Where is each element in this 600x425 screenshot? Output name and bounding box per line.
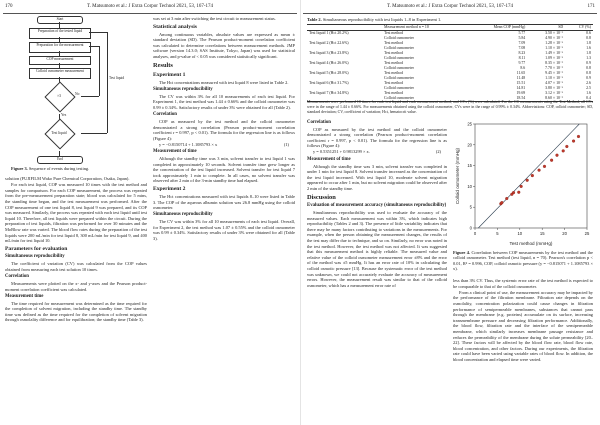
flow-loop-line (107, 32, 108, 133)
column-header: Measurement method n = 10 (382, 25, 466, 31)
flow-loop-line (81, 96, 99, 97)
right-column (153, 16, 295, 422)
subsection-heading: Correlation (153, 111, 177, 117)
data-point (556, 154, 559, 157)
flow-cop-measurement: COP measurement (29, 56, 91, 65)
table-cell: 1.49 × 10⁻¹ (545, 51, 564, 55)
data-point (512, 191, 515, 194)
paragraph: Simultaneous reproducibility was used to evaluate the accuracy of the measured values. Each measurement was within 3%, which indicates high reproducibility (Tables 2 and 3). The presence of little variability indicates that there may be many factors contributing to variations in the measurements. For example, when the person obtaining the measurement changes, the results of the test may differ due to technique, and so on. Similarly, no error was noted in the test method. However, the test method was not affected. It was suggested that this measurement method is highly reliable. The measured value and relative value of the colloid osmometer measurement error ±8% and the error of the method was ±5 mmHg. It has an error rate of 10% in calculating the colloid osmotic pressure [13]. Because the systematic error of the test method was unknown, we could not accurately evaluate the accuracy of measurement errors. However, the measurement result was similar to that of the colloid osmometer, which has a measurement error rate of (307, 210, 447, 288)
table-cell: Test liquid 6 (Hct 31.7%) (309, 81, 349, 85)
equation-text: y = −0.8150714 + 1.1085793 × x (159, 141, 218, 147)
paragraph: COP as measured by the test method and the colloid osmometer demonstrated a strong correlation (Pearson product-moment correlation coefficient r = 0.997, p < 0.01). The formula for the regression line is as follows (Figure 4): (153, 118, 295, 141)
y-tick-label: 20 (467, 142, 472, 148)
table-cell: Test method (384, 41, 404, 45)
table-cell: Test method (384, 61, 404, 65)
table-cell: 0.8 (586, 71, 591, 75)
flow-prep-tested: Preparation of the tested liquid (29, 28, 91, 39)
table-cell: Test method (384, 81, 404, 85)
table-cell: 3.50 × 10⁻² (545, 31, 564, 35)
caption-text: Sequence of events during testing. (28, 166, 90, 171)
table-cell: 0.6 (586, 31, 591, 35)
table-cell: 0.8 (586, 66, 591, 70)
table-cell: Colloid osmometer (384, 66, 414, 70)
y-tick-label: 0 (469, 225, 472, 231)
table-cell: Test liquid 2 (Hct 22.6%) (309, 41, 349, 45)
section-heading: Results (153, 61, 173, 69)
header-rule (3, 13, 297, 14)
caption-label: Figure 3. (11, 166, 28, 171)
page-gutter (300, 0, 301, 425)
subsection-heading: Simultaneous reproducibility (5, 254, 65, 260)
table-cell: Test method (384, 71, 404, 75)
table-cell: 3.80 × 10⁻¹ (545, 86, 564, 90)
equation-text: y = 0.5351251 + 0.9813299 × x. (313, 149, 370, 155)
subsection-heading: Correlation (5, 273, 29, 279)
flow-loop-line (89, 46, 99, 47)
table-cell: 14.81 (516, 86, 526, 90)
paragraph: Although the standby time was 3 min, solvent transfer to test liquid 1 was completed in approximately 10 seconds. Solvent transfer time grew longer as the concentration of the test liquid increased. Solvent transfer for test liquid 7 took approximately 1 min to complete. In all cases, no solvent transfer was observed after 2 min of the 3-min standby time had elapsed. (153, 156, 295, 184)
page-number: 171 (587, 4, 595, 9)
table-title-text: Simultaneous reproducibility with test liquids 1–8 in Experiment 1. (322, 17, 442, 22)
table-cell: Colloid osmometer (384, 76, 414, 80)
y-tick-label: 15 (467, 163, 472, 169)
data-point (505, 197, 508, 200)
column-header: SD (527, 25, 565, 31)
page-171 (303, 0, 597, 425)
table-cell: 1.8 (586, 41, 591, 45)
data-point (562, 149, 565, 152)
table-cell: 2.6 (586, 81, 591, 85)
flow-start: Start (37, 16, 83, 24)
left-column (307, 118, 447, 422)
x-tick-label: 20 (562, 231, 567, 236)
paragraph: COP as measured by the test method and the colloid osmometer demonstrated a strong correlation (Pearson product-moment correlation coefficient r = 0.997, p < 0.01). The formula for the regression line is as follows (Figure 4): (307, 126, 447, 149)
table-cell: Test method (384, 51, 404, 55)
data-point (538, 169, 541, 172)
table-cell: 19.69 (516, 91, 526, 95)
subsection-heading: Correlation (307, 119, 331, 125)
subsection-heading: Simultaneous reproducibility (153, 212, 213, 218)
data-point (526, 179, 529, 182)
table-cell: 8.6 (520, 66, 526, 70)
subsection-heading: Measurement of time (153, 149, 197, 154)
journal-citation: T. Matsumoto et al.: J Extra Corpor Technol 2021, 53, 167-174 (86, 4, 214, 9)
flow-colloid-measurement: Colloid osmometer measurement (29, 68, 91, 79)
caption-text: Correlation between COP measurements by the test method and the colloid osmometer. Test method (test liquid, n = 70). Pearson's correlation p < 0.01, R² = 0.996, COP, colloid osmotic pressure (y = −0.815071 + 1.1085793 × x). (453, 250, 593, 272)
subsection-heading: Simultaneous reproducibility (153, 86, 213, 92)
data-point (531, 174, 534, 177)
table-cell: 7.09 (518, 41, 526, 45)
table-cell: 15.51 (516, 81, 526, 85)
table-cell: 1.10 × 10⁻¹ (545, 76, 564, 80)
table-cell: 0.4 (565, 96, 593, 102)
table-cell: 8.35 × 10⁻² (545, 61, 564, 65)
table-2 (307, 24, 593, 102)
data-point (565, 145, 568, 148)
paragraph: The CV was within 3% for all 10 measurements of each test liquid. Overall, for Experiment 2, the test method was 1.07 ± 0.55% and the colloid osmometer was 0.99 ± 0.34%. Satisfactory results of under 3% were obtained for all (Table 3). (153, 219, 295, 242)
table-cell: 11.65 (516, 71, 526, 75)
equation-1 (153, 142, 295, 148)
paragraph: solution (FUJIFILM Wako Pure Chemical Corporation, Osaka, Japan). (5, 176, 130, 181)
paragraph: less than 3% CV. Thus, the systemic error rate of the test method is expected to be comparable to that of the colloid osmometer. (453, 278, 593, 289)
figure-3-caption (11, 166, 147, 171)
table-cell: 1.09 × 10⁻¹ (545, 56, 564, 60)
flow-loop-line (99, 46, 100, 96)
table-cell: 0.9 (586, 76, 591, 80)
y-tick-label: 25 (467, 121, 472, 127)
table-cell: 1.10 × 10⁻¹ (545, 46, 564, 50)
equation-2 (307, 149, 447, 155)
header-rule (303, 13, 597, 14)
data-point (517, 191, 520, 194)
table-2-footnote: Measurements were performed 10 times for each test liquid and each measurement method, and CVs (%) were calculated. For the CC measurements using the Test Method, all CVs were in the range of 1.44 ± 0.66%. For measurements obtained using the colloid osmometer, CVs were in the range of 0.99% ± 0.34%. Abbreviations: COP, colloid osmometer; SD, standard deviation; CV, coefficient of variation; Hct, hematocrit value. (307, 100, 593, 114)
table-cell: 7.08 (518, 46, 526, 50)
table-cell: Test liquid 7 (Hct 34.8%) (309, 91, 349, 95)
x-tick-label: 5 (496, 231, 499, 236)
table-cell: Test liquid 5 (Hct 28.0%) (309, 71, 349, 75)
figure-4-caption (453, 250, 593, 272)
column-header: Mean COP (mmHg) (466, 25, 527, 31)
equation-number: (2) (435, 149, 441, 155)
table-cell: 1.6 (586, 91, 591, 95)
table-cell: 0.8 (586, 36, 591, 40)
flow-loop-label: Test liquid (109, 76, 125, 80)
section-heading: Experiment 1 (153, 71, 186, 78)
table-cell: Colloid osmometer (384, 36, 414, 40)
equation-number: (1) (283, 141, 289, 147)
x-tick-label: 25 (584, 231, 590, 236)
table-2-title (307, 17, 593, 22)
table-cell: 9.77 (518, 61, 526, 65)
paragraph: For each test liquid, COP was measured 10 times with the test method and samples for comparison. For each COP measurement, the process was repeated from the pre-measurement preparation state; blood was calculated for 5 mins, the standing time began, and the test measurement was performed. After the COP measurement of one test liquid 8, test liquid 9 was prepared, and its COP was measured. Similarly, the process was repeated with each test liquid until test liquid 10. Therefore, all test liquids were prepared within the circuit. During the preparation of test liquids, filtration was performed for over 30 minutes and the MoBlow rate was varied. The blood flow rates during the preparation of the test liquids were 200 mL/min for test liquid 8, 300 mL/min for test liquid 9, and 400 mL/min for test liquid 10. (5, 182, 147, 244)
table-cell: Test liquid 3 (Hct 23.8%) (309, 51, 349, 55)
paragraph: was set at 3 min after switching the test circuit to measurement status. (153, 16, 276, 21)
paragraph: The coefficient of variation (CV) was calculated from the COP values obtained from measuring each test solution 10 times. (5, 261, 147, 272)
paragraph: Among continuous variables, absolute values are expressed as mean ± standard deviation (SD). The Pearson product-moment correlation coefficient was calculated to determine correlations between measurement methods. JMP software (version 14.3.0; SAS Institute, Tokyo, Japan) was used for statistical analyses, and p-value of < 0.05 was considered statistically significant. (153, 31, 295, 59)
y-axis-label: Colloid osmometer (mmHg) (455, 147, 460, 205)
table-cell: 8.11 (518, 56, 526, 60)
table-cell: 8.23 (518, 51, 526, 55)
results-block (307, 120, 447, 192)
table-cell: Test liquid 1 (Hct 20.2%) (309, 31, 349, 35)
table-cell: Colloid osmometer (384, 86, 414, 90)
table-cell: 3.12 × 10⁻¹ (545, 91, 564, 95)
table-cell: 4.07 × 10⁻¹ (545, 81, 564, 85)
paragraph: From a clinical point of use, the measurement accuracy may be impacted by the performance of the filtration membrane. Filtration rate depends on the osmolality, concentration polarization could cause changes in filtration performance of semipermeable membranes, substances that cannot pass through the membrane (e.g. proteins) accumulate on its surface, increasing transmembrane pressure and decreasing filtration performance. Additionally, the blood flow, filtration rate and the interface of the semipermeable membrane, which similarly increases membrane passage resistance and reduces the permeability of the membrane during the solute permeability [20–22]. These factors will be affected by the blood flow rate, blood flow rate, blood concentration, and other factors. During our experiments, the filtration rate could have been varied using variable rates of blood flow. In addition, the blood concentration and elapsed time were varied. (453, 289, 593, 362)
section-heading: Parameters for evaluation (5, 245, 68, 252)
table-cell: Colloid osmometer (384, 56, 414, 60)
caption-label: Figure 4. (453, 250, 471, 255)
table-cell: 1.3 (586, 56, 591, 60)
left-column (5, 176, 147, 422)
table-cell: 0.9 (586, 61, 591, 65)
page-number: 170 (5, 4, 13, 9)
flow-end: End (37, 156, 83, 164)
section-heading: Statistical analysis (153, 23, 197, 30)
subsection-heading: Evaluation of measurement accuracy (simultaneous reproducibility) (307, 203, 447, 209)
paragraph: The Hct concentrations measured with test liquids 8–10 were listed in Table 3. The COP of the aqueous albumin solution was 26.8 mmHg using the colloid osmometer. (153, 193, 295, 211)
table-cell: 11.48 (516, 76, 526, 80)
section-heading: Experiment 2 (153, 185, 186, 192)
page-170 (3, 0, 297, 425)
table-cell: 1.28 × 10⁻¹ (545, 41, 564, 45)
data-point (550, 159, 553, 162)
table-cell: Test method (384, 31, 404, 35)
flow-prep-measured: Preparation for the measurement (29, 42, 91, 53)
x-tick-label: 15 (539, 231, 545, 236)
figure-4-scatter-chart (453, 118, 593, 248)
table-cell: 4.90 × 10⁻² (545, 36, 564, 40)
journal-citation: T. Matsumoto et al.: J Extra Corpor Technol 2021, 53, 167-174 (386, 4, 514, 9)
x-tick-label: 0 (473, 231, 477, 236)
table-cell: 1.6 (586, 46, 591, 50)
paragraph: The CV was within 3% for all 10 measurements of each test liquid. For Experiment 1, the test method was 1.44 ± 0.66% and the colloid osmometer was 0.99 ± 0.34%. Satisfactory results of under 3% were obtained for all (Table 2). (153, 93, 295, 110)
table-cell: Test method (384, 91, 404, 95)
paragraph: The Hct concentrations measured with test liquid 8 were listed in Table 2. (159, 79, 289, 85)
data-point (520, 185, 523, 188)
table-cell: 5.84 (518, 36, 526, 40)
table-cell: 1.8 (586, 51, 591, 55)
paragraph: Measurements were plotted on the x- and y-axes and the Pearson product-moment correlation coefficient was calculated. (5, 280, 147, 292)
table-cell: 5.77 (518, 31, 526, 35)
subsection-heading: Measurement of time (307, 156, 351, 162)
table-body (307, 31, 593, 102)
data-point (572, 140, 575, 143)
column-header: CV (%) (565, 25, 593, 31)
table-cell: Colloid osmometer (382, 96, 466, 102)
table-cell: 18.54 (466, 96, 527, 102)
x-tick-label: 10 (517, 231, 523, 236)
flow-loop-line (89, 32, 107, 33)
subsection-heading: Measurement time (5, 293, 44, 299)
flow-decision-label: ×3 (57, 94, 61, 98)
y-tick-label: 5 (469, 204, 472, 210)
table-cell: Test liquid 4 (Hct 26.0%) (309, 61, 349, 65)
right-column (453, 278, 593, 422)
table-cell: 7.70 × 10⁻² (545, 66, 564, 70)
flow-decision-test-label: Test liquid (51, 131, 67, 135)
data-point (577, 135, 580, 138)
table-cell: 9.45 × 10⁻² (545, 71, 564, 75)
table-cell: Colloid osmometer (384, 46, 414, 50)
paragraph: Although the standby time was 3 min, solvent transfer was completed in under 1 min for test liquid 8. Solvent transfer increased as the concentration of the test liquid increased. With test liquid 10, moderate solvent migration appeared to occur after 1 min, but no solvent migration could be observed after 2 min of the standby time. (307, 163, 447, 191)
x-axis-label: Test method (mmHg) (509, 241, 553, 246)
data-point (543, 165, 546, 168)
table-cell: 8.60 × 10⁻² (527, 96, 565, 102)
y-tick-label: 10 (467, 183, 472, 189)
flow-loop-line (81, 133, 107, 134)
table-label: Table 2. (307, 17, 322, 22)
data-point (500, 201, 503, 204)
table-cell: 2.5 (586, 86, 591, 90)
figure-3-flowchart (11, 16, 145, 166)
paragraph: The time required for measurement was determined as the time required for the completion of solvent migration, including the standby time. The standby time was defined as the time required for the completion of solvent migration through osmolality difference and for equilibration; the standby time (Table 3). (5, 300, 147, 323)
section-heading: Discussion (307, 193, 336, 201)
flow-no-label: No (75, 92, 80, 96)
flow-yes-label: Yes (61, 113, 67, 117)
